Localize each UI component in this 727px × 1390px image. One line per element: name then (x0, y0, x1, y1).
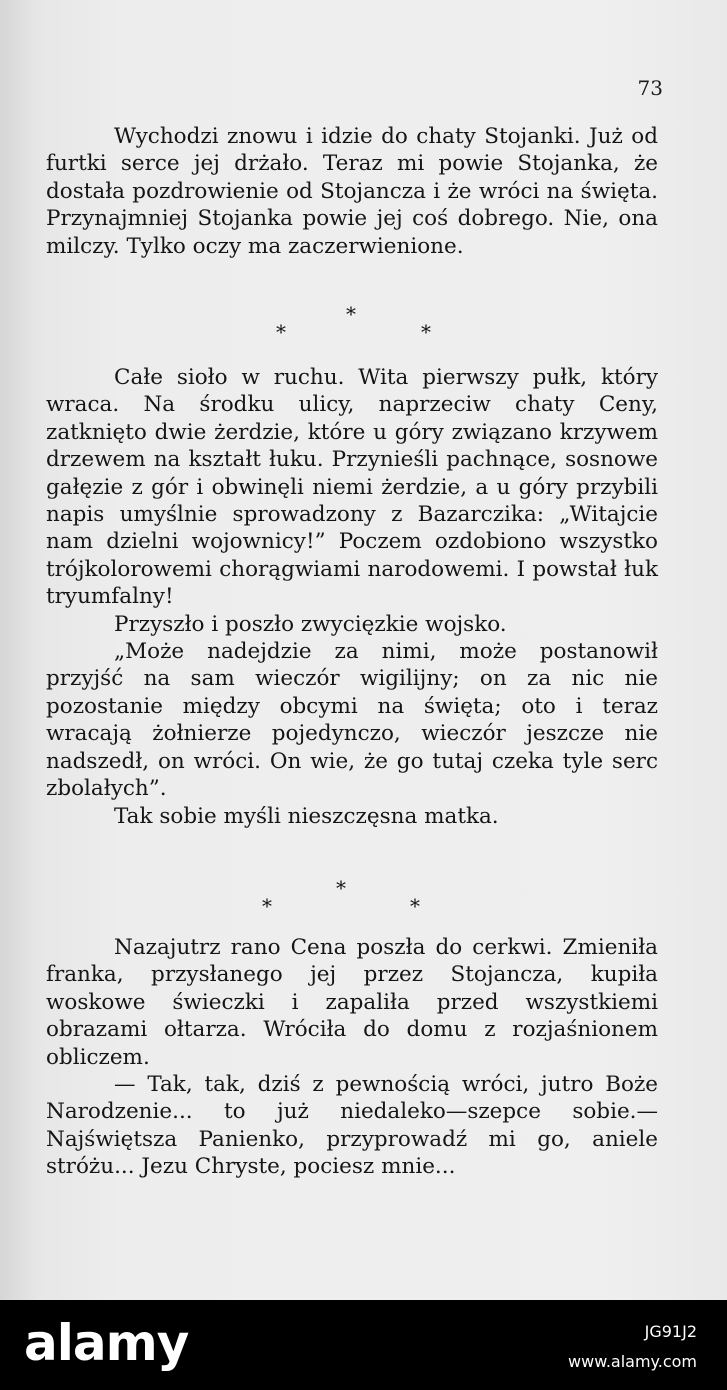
divider-star: * (410, 894, 420, 918)
paragraph-group-1 (46, 123, 658, 260)
divider-star: * (346, 302, 356, 326)
divider-star: * (421, 320, 431, 344)
alamy-logo: alamy (24, 1314, 189, 1372)
paragraph: Przyszło i poszło zwycięzkie wojsko. (114, 611, 507, 637)
paragraph: Tak sobie myśli nieszczęsna matka. (114, 803, 499, 829)
divider-star: * (336, 876, 346, 900)
image-id: JG91J2 (644, 1322, 697, 1341)
site-url: www.alamy.com (568, 1352, 697, 1371)
paragraph-group-3 (46, 934, 658, 1181)
stock-photo-banner (0, 1300, 727, 1390)
paragraph: Nazajutrz rano Cena poszła do cerkwi. Zmieniła franka, przysłanego jej przez Stojancza, kupiła woskowe świeczki i zapaliła przed wszystkiemi obrazami ołtarza. Wróciła do domu z rozjaśnionem obliczem. (46, 935, 658, 1070)
paragraph: Wychodzi znowu i idzie do chaty Stojanki. Już od furtki serce jej drżało. Teraz mi powie Stojanka, że dostała pozdrowienie od Stojancza i że wróci na święta. Przynajmniej Stojanka powie jej coś dobrego. Nie, ona milczy. Tylko oczy ma zaczerwienione. (46, 124, 658, 259)
divider-star: * (276, 320, 286, 344)
divider-star: * (262, 894, 272, 918)
section-divider (0, 300, 727, 344)
paragraph: Całe sioło w ruchu. Wita pierwszy pułk, który wraca. Na środku ulicy, naprzeciw chaty Ceny, zatknięto dwie żerdzie, które u góry związano krzywem drzewem na kształt łuku. Przynieśli pachnące, sosnowe gałęzie z gór i obwinęli niemi żerdzie, a u góry przybili napis umyślnie sprowadzony z Bazarczika: „Witajcie nam dzielni wojownicy!” Poczem ozdobiono wszystko trójkolorowemi chorągwiami narodowemi. I powstał łuk tryumfalny! (46, 365, 658, 610)
paragraph: „Może nadejdzie za nimi, może postanowił przyjść na sam wieczór wigilijny; on za nic nie pozostanie między obcymi na święta; oto i teraz wracają żołnierze pojedynczo, wieczór jeszcze nie nadszedł, on wróci. On wie, że go tutaj czeka tyle serc zbolałych”. (46, 639, 658, 802)
paragraph: — Tak, tak, dziś z pewnością wróci, jutro Boże Narodzenie... to już niedaleko—szepce sobie.— Najświętsza Panienko, przyprowadź mi go, aniele stróżu... Jezu Chryste, pociesz mnie... (46, 1072, 658, 1180)
page-number: 73 (637, 76, 663, 100)
section-divider (0, 874, 727, 918)
paragraph-group-2 (46, 364, 658, 830)
